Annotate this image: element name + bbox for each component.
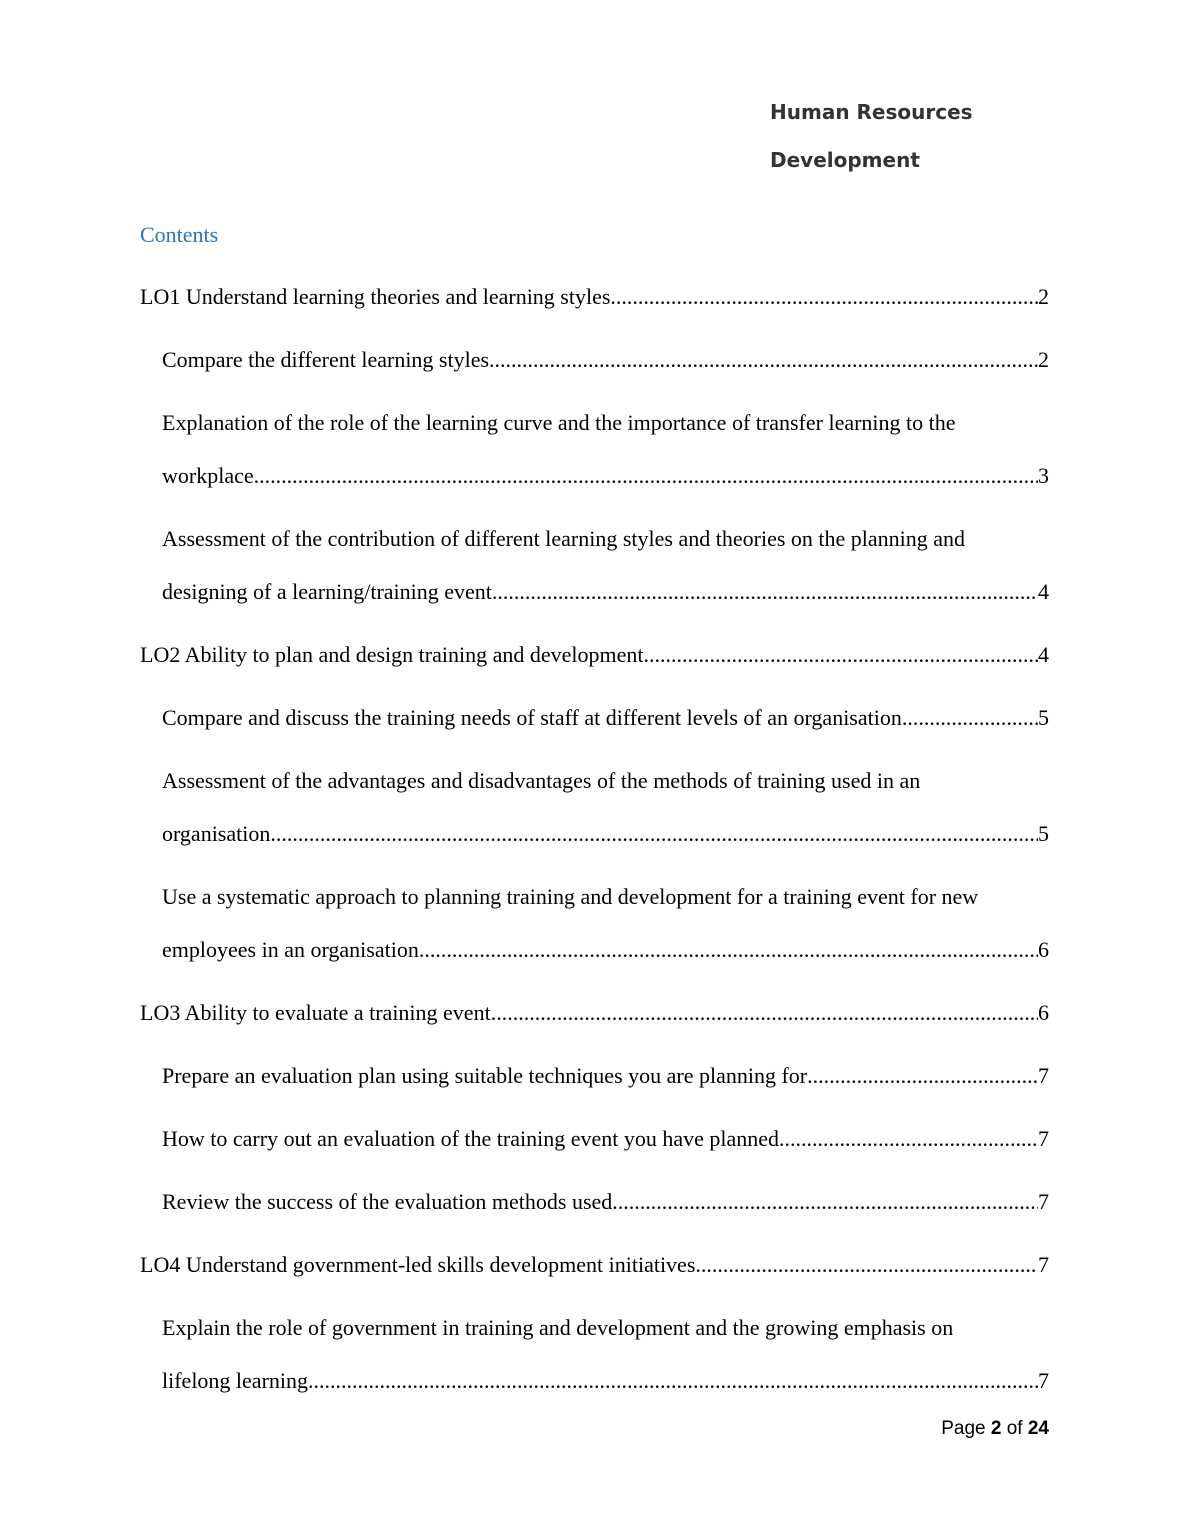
toc-leader — [419, 923, 1038, 976]
toc-page-number: 6 — [1038, 1000, 1049, 1025]
toc-entry-text: LO1 Understand learning theories and learning styles — [140, 284, 611, 309]
contents-heading: Contents — [140, 222, 219, 247]
toc-page-number: 7 — [1038, 1252, 1049, 1277]
toc-page-number: 4 — [1038, 579, 1049, 604]
toc-entry-text-line1: Assessment of the advantages and disadvantages of the methods of training used in an — [162, 768, 921, 793]
toc-leader — [643, 628, 1038, 681]
toc-entry-text: designing of a learning/training event — [162, 579, 492, 604]
toc-entry-evaluation-plan[interactable] — [140, 1049, 1049, 1102]
toc-entry-lo4[interactable] — [140, 1238, 1049, 1291]
toc-entry-compare-learning-styles[interactable] — [140, 333, 1049, 386]
toc-entry-text: employees in an organisation — [162, 937, 419, 962]
toc-entry-text: LO3 Ability to evaluate a training event — [140, 1000, 491, 1025]
footer-prefix: Page — [941, 1418, 986, 1439]
toc-entry-text-line1: Assessment of the contribution of different learning styles and theories on the planning and — [162, 526, 966, 551]
header-line-2: Development — [770, 148, 920, 172]
footer-current-page: 2 — [990, 1418, 1002, 1439]
toc-leader — [308, 1354, 1038, 1407]
toc-entry-assessment-learning-styles[interactable] — [140, 512, 1049, 618]
toc-leader — [902, 691, 1038, 744]
toc-entry-text: Compare and discuss the training needs of staff at different levels of an organisation — [162, 705, 902, 730]
toc-page-number: 2 — [1038, 347, 1049, 372]
toc-entry-text: How to carry out an evaluation of the training event you have planned — [162, 1126, 780, 1151]
toc-entry-lo2[interactable] — [140, 628, 1049, 681]
toc-entry-carry-out-evaluation[interactable] — [140, 1112, 1049, 1165]
toc-entry-text: LO4 Understand government-led skills development initiatives — [140, 1252, 696, 1277]
toc-entry-text: organisation — [162, 821, 271, 846]
header-line-1: Human Resources — [770, 100, 973, 124]
toc-entry-lo1[interactable] — [140, 270, 1049, 323]
toc-entry-role-of-government[interactable] — [140, 1301, 1049, 1407]
toc-leader — [695, 1238, 1038, 1291]
toc-page-number: 4 — [1038, 642, 1049, 667]
toc-page-number: 7 — [1038, 1189, 1049, 1214]
toc-leader — [807, 1049, 1038, 1102]
toc-page-number: 5 — [1038, 821, 1049, 846]
toc-entry-text: LO2 Ability to plan and design training and development — [140, 642, 644, 667]
toc-entry-text: Review the success of the evaluation methods used — [162, 1189, 613, 1214]
toc-leader — [779, 1112, 1038, 1165]
toc-leader — [610, 270, 1038, 323]
footer-total-pages: 24 — [1027, 1418, 1049, 1439]
footer-of: of — [1006, 1418, 1023, 1439]
page-footer — [941, 1418, 1049, 1440]
toc-leader — [491, 986, 1038, 1039]
toc-leader — [612, 1175, 1038, 1228]
toc-entry-text: workplace — [162, 463, 254, 488]
toc-entry-text: Prepare an evaluation plan using suitable techniques you are planning for — [162, 1063, 808, 1088]
toc-entry-text-line1: Use a systematic approach to planning training and development for a training event for new — [162, 884, 979, 909]
toc-page-number: 6 — [1038, 937, 1049, 962]
toc-page-number: 7 — [1038, 1063, 1049, 1088]
toc-entry-text: Compare the different learning styles — [162, 347, 490, 372]
toc-entry-systematic-approach[interactable] — [140, 870, 1049, 976]
toc-page-number: 7 — [1038, 1368, 1049, 1393]
toc-leader — [489, 333, 1038, 386]
toc-leader — [254, 449, 1038, 502]
document-header — [770, 88, 1070, 184]
toc-entry-text-line1: Explanation of the role of the learning curve and the importance of transfer learning to the — [162, 410, 956, 435]
toc-entry-training-needs[interactable] — [140, 691, 1049, 744]
toc-page-number: 5 — [1038, 705, 1049, 730]
toc-page-number: 3 — [1038, 463, 1049, 488]
toc-page-number: 7 — [1038, 1126, 1049, 1151]
toc-entry-text-line1: Explain the role of government in training and development and the growing emphasis on — [162, 1315, 954, 1340]
toc-entry-review-success[interactable] — [140, 1175, 1049, 1228]
toc-leader — [492, 565, 1038, 618]
toc-page-number: 2 — [1038, 284, 1049, 309]
toc-entry-lo3[interactable] — [140, 986, 1049, 1039]
toc-entry-learning-curve[interactable] — [140, 396, 1049, 502]
table-of-contents — [140, 270, 1049, 1417]
toc-entry-text: lifelong learning — [162, 1368, 309, 1393]
toc-entry-training-methods[interactable] — [140, 754, 1049, 860]
toc-leader — [270, 807, 1038, 860]
